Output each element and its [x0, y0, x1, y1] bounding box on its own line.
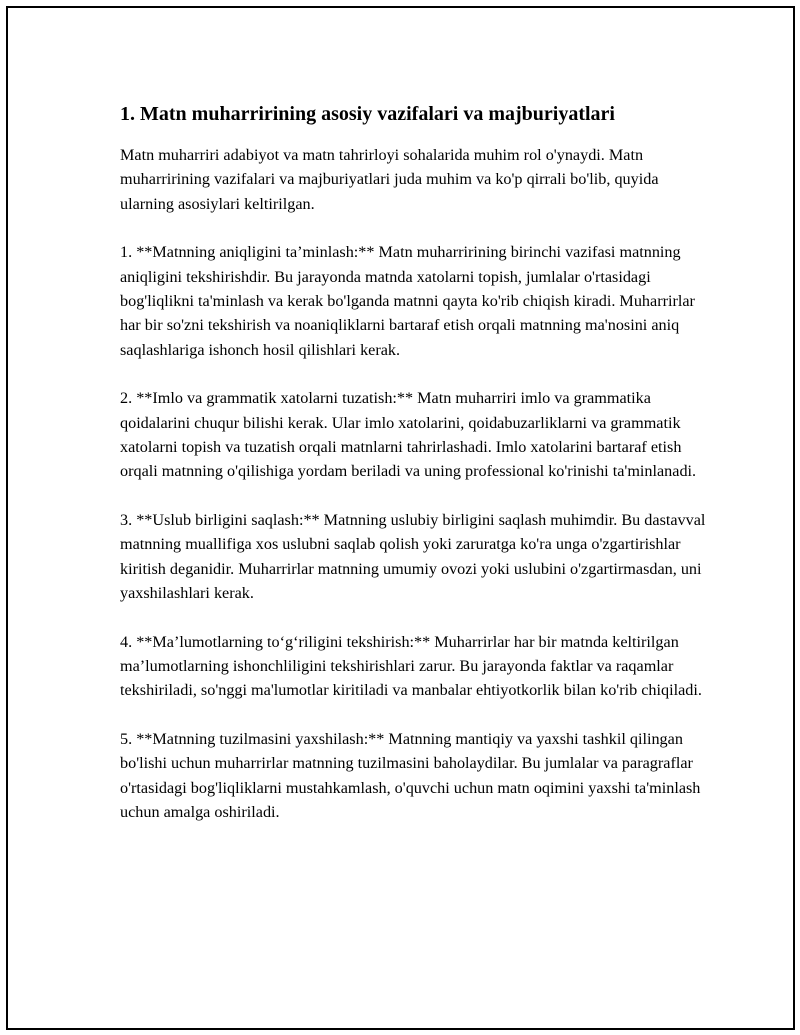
paragraph-structure: 5. **Matnning tuzilmasini yaxshilash:** Matnning mantiqiy va yaxshi tashkil qilingan bo'lishi uchun muharrirlar matnning tuzilmasini baholaydilar. Bu jumlalar va paragraflar o'rtasidagi bog'liqliklarni mustahkamlash, o'quvchi uchun matn oqimini yaxshi ta'minlash uchun amalga oshiriladi. [120, 729, 701, 821]
paragraph-fact-checking: 4. **Ma’lumotlarning to‘g‘riligini tekshirish:** Muharrirlar har bir matnda keltirilgan ma’lumotlarning ishonchliligini tekshirishlari zarur. Bu jarayonda faktlar va raqamlar tekshiriladi, so'nggi ma'lumotlar kiritiladi va manbalar ehtiyotkorlik bilan ko'rib chiqiladi. [120, 632, 702, 700]
paragraph-spelling-grammar: 2. **Imlo va grammatik xatolarni tuzatish:** Matn muharriri imlo va grammatika qoidalarini chuqur bilishi kerak. Ular imlo xatolarini, qoidabuzarliklarni va grammatik xatolarni topish va tuzatish orqali matnlarni tahrirlashadi. Imlo xatolarini bartaraf etish orqali matnning o'qilishiga yordam beriladi va uning professional ko'rinishi ta'minlanadi. [120, 389, 697, 481]
intro-paragraph: Matn muharriri adabiyot va matn tahrirloyi sohalarida muhim rol o'ynaydi. Matn muharririning vazifalari va majburiyatlari juda muhim va ko'p qirrali bo'lib, quyida ularning asosiylari keltirilgan. [120, 146, 659, 213]
paragraph-style-unity: 3. **Uslub birligini saqlash:** Matnning uslubiy birligini saqlash muhimdir. Bu dastavval matnning muallifiga xos uslubni saqlab qolish yoki zaruratga ko'ra unga o'zgartirishlar kiritish deganidir. Muharrirlar matnning umumiy ovozi yoki uslubini o'zgartirmasdan, uni yaxshilashlari kerak. [120, 510, 706, 603]
document-title: 1. Matn muharririning asosiy vazifalari va majburiyatlari [120, 103, 615, 125]
paragraph-accuracy: 1. **Matnning aniqligini ta’minlash:** Matn muharririning birinchi vazifasi matnning aniqligini tekshirishdir. Bu jarayonda matnda xatolarni topish, jumlalar o'rtasidagi bog'liqlikni ta'minlash va kerak bo'lganda matnni qayta ko'rib chiqish kiradi. Muharrirlar har bir so'zni tekshirish va noaniqliklarni bartaraf etish orqali matnning ma'nosini aniq saqlashlariga ishonch hosil qilishlari kerak. [120, 243, 695, 359]
page-frame [6, 6, 795, 1030]
document-body [120, 101, 710, 848]
